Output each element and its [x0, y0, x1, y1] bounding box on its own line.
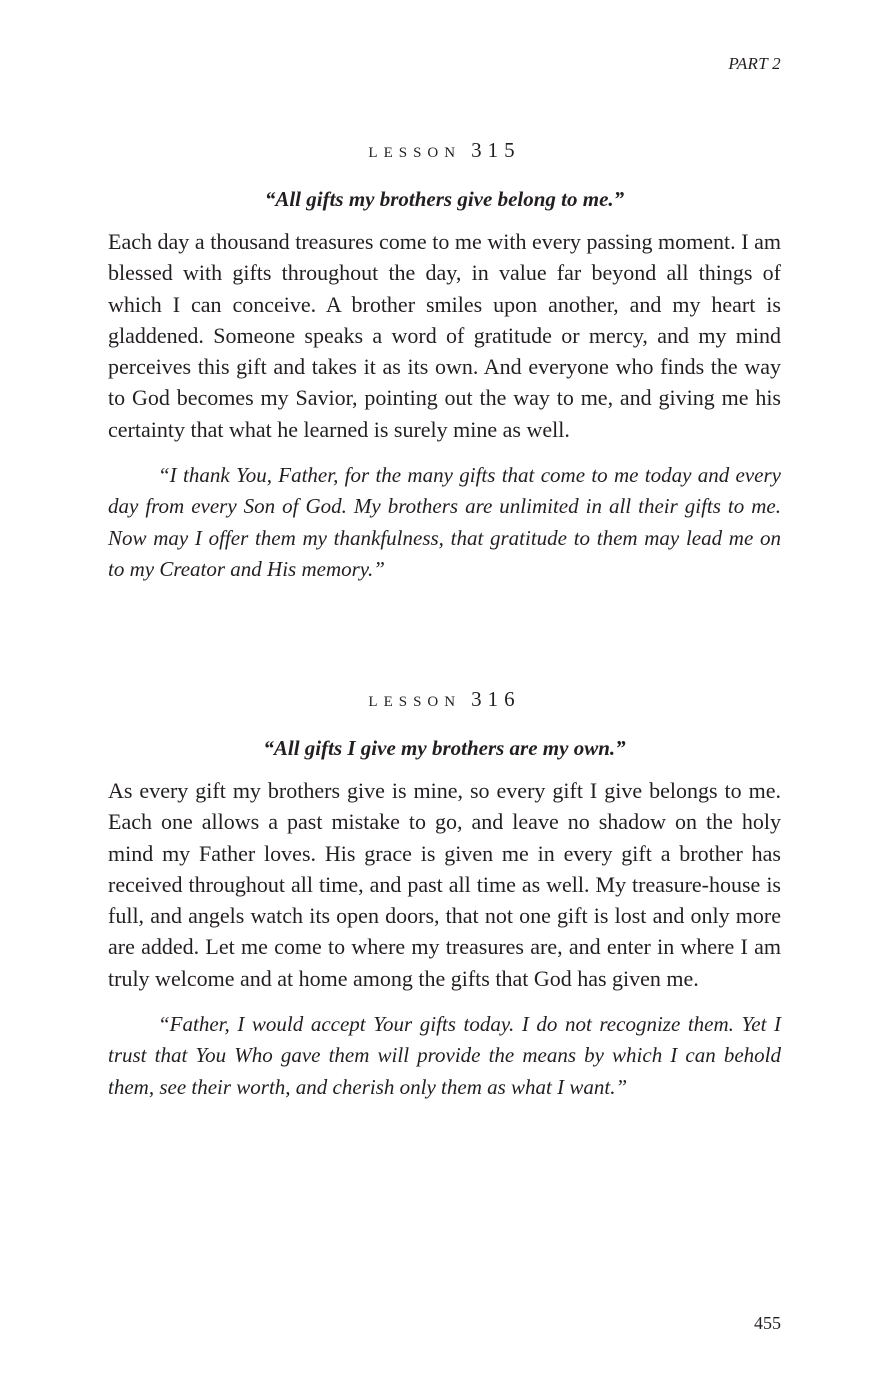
lesson-heading-word: lesson — [368, 138, 462, 162]
lesson-body: As every gift my brothers give is mine, so every gift I give belongs to me. Each one allows a past mistake to go, and leave no shadow on the holy mind my Father loves. His grace is given me in every gift a brother has received throughout all time, and past all time as well. My treasure-house is full, and angels watch its open doors, that not one gift is lost and only more are added. Let me come to where my treasures are, and enter in where I am truly welcome and at home among the gifts that God has given me. — [108, 778, 781, 991]
lesson-heading — [108, 134, 781, 166]
lesson-number: 315 — [471, 138, 521, 162]
lesson-prayer: “I thank You, Father, for the many gifts that come to me today and every day from every Son of God. My brothers are unlimited in all their gifts to me. Now may I offer them my thankfulness, that gratitude to them may lead me on to my Creator and His memory.” — [108, 463, 781, 581]
lesson-heading — [108, 683, 781, 715]
lesson-prayer: “Father, I would accept Your gifts today. I do not recognize them. Yet I trust that You Who gave them will provide the means by which I can behold them, see their worth, and cherish only them as what I want.” — [108, 1012, 781, 1099]
running-head: PART 2 — [728, 54, 781, 73]
lesson-315 — [108, 134, 781, 585]
page-number: 455 — [754, 1313, 781, 1333]
lesson-heading-word: lesson — [368, 687, 462, 711]
lesson-title: “All gifts my brothers give belong to me.” — [264, 187, 625, 211]
lesson-number: 316 — [471, 687, 521, 711]
lesson-316 — [108, 683, 781, 1103]
lesson-title: “All gifts I give my brothers are my own.” — [263, 736, 626, 760]
lesson-body: Each day a thousand treasures come to me with every passing moment. I am blessed with gifts throughout the day, in value far beyond all things of which I can conceive. A brother smiles upon another, and my heart is gladdened. Someone speaks a word of gratitude or mercy, and my mind perceives this gift and takes it as its own. And everyone who finds the way to God becomes my Savior, pointing out the way to me, and giving me his certainty that what he learned is surely mine as well. — [108, 229, 781, 442]
